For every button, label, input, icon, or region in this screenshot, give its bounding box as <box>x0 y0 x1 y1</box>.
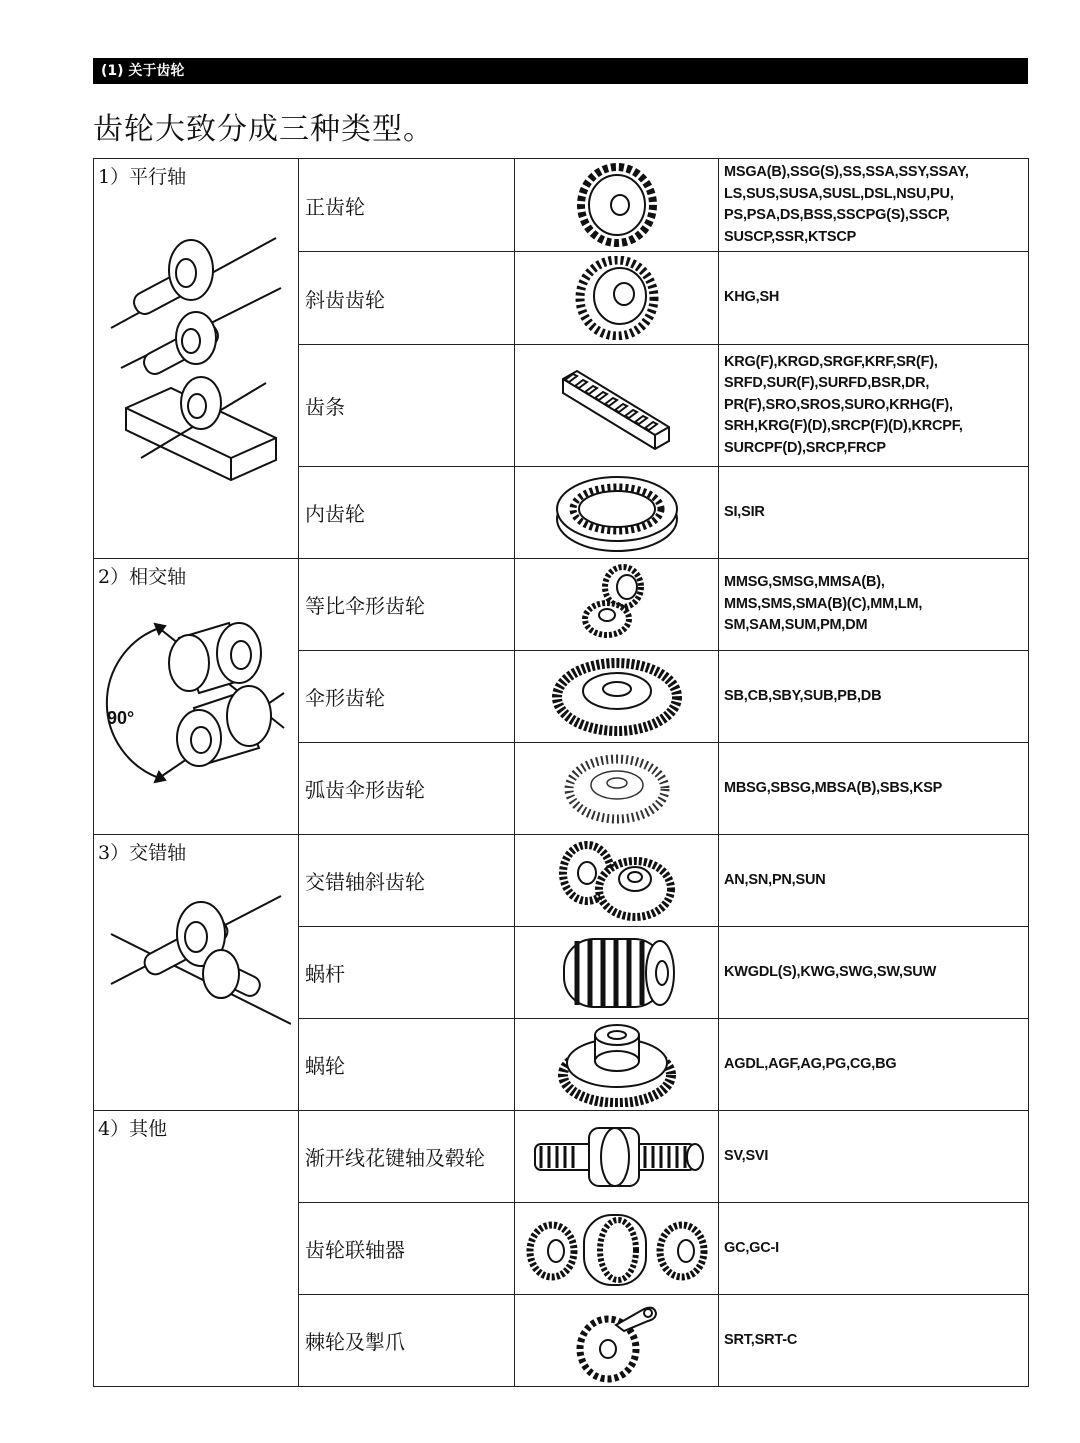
gear-image-cell <box>515 1203 719 1295</box>
intersecting-shaft-diagram-icon <box>99 598 294 798</box>
gear-name: 蜗轮 <box>299 1019 515 1111</box>
product-codes: SV,SVI <box>719 1111 1029 1203</box>
gear-name: 齿轮联轴器 <box>299 1203 515 1295</box>
category-label: 2）相交轴 <box>98 566 187 588</box>
product-codes: GC,GC-I <box>719 1203 1029 1295</box>
product-codes: KHG,SH <box>719 252 1029 345</box>
gear-name: 蜗杆 <box>299 927 515 1019</box>
worm-icon <box>552 931 682 1015</box>
gear-image-cell <box>515 1111 719 1203</box>
section-header <box>93 58 1028 84</box>
spiral-bevel-gear-icon <box>562 747 672 831</box>
crossed-shaft-diagram-icon <box>101 874 291 1034</box>
parallel-shaft-diagram-icon <box>101 198 291 488</box>
table-row <box>94 1111 1029 1203</box>
product-codes: MSGA(B),SSG(S),SS,SSA,SSY,SSAY, LS,SUS,SUSA,SUSL,DSL,NSU,PU, PS,PSA,DS,BSS,SSCPG(S),SSCP, SUSCP,SSR,KTSCP <box>719 159 1029 252</box>
product-codes: KRG(F),KRGD,SRGF,KRF,SR(F), SRFD,SUR(F),SURFD,BSR,DR, PR(F),SRO,SROS,SURO,KRHG(F), SRH,KRG(F)(D),SRCP(F)(D),KRCPF, SURCPF(D),SRCP,FRCP <box>719 345 1029 467</box>
miter-gear-icon <box>577 563 657 647</box>
gear-image-cell <box>515 927 719 1019</box>
category-intersecting-shaft <box>94 559 299 835</box>
section-header-title: (1) 关于齿轮 <box>101 63 185 79</box>
gear-image-cell <box>515 559 719 651</box>
gear-rack-icon <box>557 361 677 451</box>
table-row <box>94 159 1029 252</box>
gear-image-cell <box>515 1295 719 1387</box>
product-codes: SI,SIR <box>719 467 1029 559</box>
product-codes: AGDL,AGF,AG,PG,CG,BG <box>719 1019 1029 1111</box>
product-codes: AN,SN,PN,SUN <box>719 835 1029 927</box>
category-others <box>94 1111 299 1387</box>
gear-image-cell <box>515 835 719 927</box>
gear-image-cell <box>515 651 719 743</box>
product-codes: SRT,SRT-C <box>719 1295 1029 1387</box>
spur-gear-icon <box>572 163 662 247</box>
gear-name: 内齿轮 <box>299 467 515 559</box>
helical-gear-icon <box>572 256 662 340</box>
category-label: 4）其他 <box>98 1118 168 1140</box>
ratchet-pawl-icon <box>572 1299 662 1383</box>
gear-name: 斜齿齿轮 <box>299 252 515 345</box>
worm-wheel-icon <box>557 1023 677 1107</box>
gear-image-cell <box>515 159 719 252</box>
product-codes: MBSG,SBSG,MBSA(B),SBS,KSP <box>719 743 1029 835</box>
category-label: 1）平行轴 <box>98 166 187 188</box>
gear-image-cell <box>515 467 719 559</box>
gear-name: 弧齿伞形齿轮 <box>299 743 515 835</box>
gear-image-cell <box>515 252 719 345</box>
gear-types-table <box>93 158 1029 1387</box>
table-row <box>94 559 1029 651</box>
intro-text: 齿轮大致分成三种类型。 <box>93 112 434 147</box>
table-row <box>94 835 1029 927</box>
gear-image-cell <box>515 743 719 835</box>
gear-image-cell <box>515 1019 719 1111</box>
category-label: 3）交错轴 <box>98 842 187 864</box>
gear-image-cell <box>515 345 719 467</box>
internal-gear-icon <box>552 471 682 555</box>
product-codes: SB,CB,SBY,SUB,PB,DB <box>719 651 1029 743</box>
category-parallel-shaft <box>94 159 299 559</box>
gear-name: 伞形齿轮 <box>299 651 515 743</box>
product-codes: MMSG,SMSG,MMSA(B), MMS,SMS,SMA(B)(C),MM,LM, SM,SAM,SUM,PM,DM <box>719 559 1029 651</box>
category-crossed-shaft <box>94 835 299 1111</box>
gear-name: 等比伞形齿轮 <box>299 559 515 651</box>
screw-gear-icon <box>557 839 677 923</box>
gear-name: 齿条 <box>299 345 515 467</box>
angle-label: 90° <box>106 708 134 728</box>
gear-name: 渐开线花键轴及毂轮 <box>299 1111 515 1203</box>
bevel-gear-icon <box>552 655 682 739</box>
spline-shaft-icon <box>527 1122 707 1192</box>
gear-name: 交错轴斜齿轮 <box>299 835 515 927</box>
product-codes: KWGDL(S),KWG,SWG,SW,SUW <box>719 927 1029 1019</box>
gear-coupling-icon <box>522 1207 712 1291</box>
gear-name: 棘轮及掣爪 <box>299 1295 515 1387</box>
gear-name: 正齿轮 <box>299 159 515 252</box>
